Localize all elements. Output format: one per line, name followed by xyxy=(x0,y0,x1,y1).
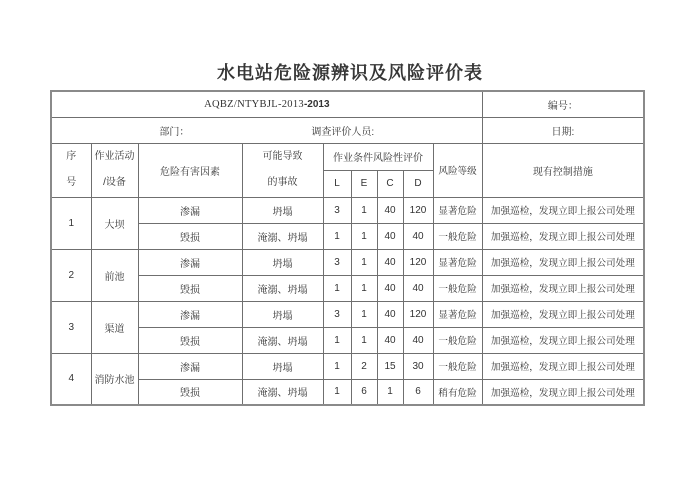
cell-risk: 显著危险 xyxy=(433,197,482,223)
cell-hazard: 渗漏 xyxy=(138,301,242,327)
cell-e: 1 xyxy=(351,327,377,353)
cell-c: 15 xyxy=(377,353,403,379)
col-accident xyxy=(242,143,323,197)
cell-e: 1 xyxy=(351,249,377,275)
cell-c: 40 xyxy=(377,301,403,327)
cell-hazard: 毁损 xyxy=(138,327,242,353)
table-row xyxy=(51,197,644,223)
cell-c: 40 xyxy=(377,197,403,223)
cell-measure: 加强巡检，发现立即上报公司处理 xyxy=(482,249,644,275)
col-activity-line2: /设备 xyxy=(103,177,126,188)
cell-risk: 显著危险 xyxy=(433,301,482,327)
cell-activity: 前池 xyxy=(91,249,138,301)
number-cell xyxy=(482,91,644,117)
col-e: E xyxy=(351,170,377,197)
cell-c: 40 xyxy=(377,327,403,353)
cell-d: 6 xyxy=(403,379,433,405)
col-d: D xyxy=(403,170,433,197)
cell-risk: 一般危险 xyxy=(433,353,482,379)
info-row-2 xyxy=(51,117,644,143)
cell-l: 3 xyxy=(323,249,351,275)
cell-measure: 加强巡检，发现立即上报公司处理 xyxy=(482,379,644,405)
cell-accident: 坍塌 xyxy=(242,301,323,327)
cell-seq: 1 xyxy=(51,197,91,249)
col-accident-line1: 可能导致 xyxy=(262,151,303,162)
cell-accident: 坍塌 xyxy=(242,197,323,223)
cell-risk: 一般危险 xyxy=(433,327,482,353)
cell-d: 40 xyxy=(403,327,433,353)
cell-l: 1 xyxy=(323,223,351,249)
table-row xyxy=(51,353,644,379)
cell-d: 120 xyxy=(403,197,433,223)
cell-measure: 加强巡检，发现立即上报公司处理 xyxy=(482,301,644,327)
cell-c: 40 xyxy=(377,249,403,275)
number-label: 编号： xyxy=(547,100,578,112)
cell-hazard: 毁损 xyxy=(138,379,242,405)
cell-d: 30 xyxy=(403,353,433,379)
cell-risk: 一般危险 xyxy=(433,223,482,249)
table-row xyxy=(51,327,644,353)
table-row xyxy=(51,275,644,301)
cell-measure: 加强巡检，发现立即上报公司处理 xyxy=(482,275,644,301)
cell-measure: 加强巡检，发现立即上报公司处理 xyxy=(482,197,644,223)
table-row xyxy=(51,301,644,327)
cell-l: 1 xyxy=(323,379,351,405)
info-row-1 xyxy=(51,91,644,117)
cell-d: 40 xyxy=(403,275,433,301)
table-row xyxy=(51,379,644,405)
cell-accident: 淹溺、坍塌 xyxy=(242,223,323,249)
col-c: C xyxy=(377,170,403,197)
cell-activity: 大坝 xyxy=(91,197,138,249)
cell-e: 1 xyxy=(351,301,377,327)
cell-measure: 加强巡检，发现立即上报公司处理 xyxy=(482,353,644,379)
cell-risk: 一般危险 xyxy=(433,275,482,301)
col-seq xyxy=(51,143,91,197)
cell-d: 120 xyxy=(403,301,433,327)
cell-e: 1 xyxy=(351,223,377,249)
col-lecd-group: 作业条件风险性评价 xyxy=(323,143,433,170)
table-row xyxy=(51,223,644,249)
cell-l: 3 xyxy=(323,301,351,327)
cell-activity: 消防水池 xyxy=(91,353,138,405)
col-activity xyxy=(91,143,138,197)
cell-l: 1 xyxy=(323,275,351,301)
cell-c: 40 xyxy=(377,223,403,249)
cell-c: 1 xyxy=(377,379,403,405)
page-title: 水电站危险源辨识及风险评价表 xyxy=(217,63,483,83)
cell-accident: 坍塌 xyxy=(242,249,323,275)
col-seq-line1: 序 xyxy=(66,151,77,162)
cell-l: 1 xyxy=(323,327,351,353)
col-l: L xyxy=(323,170,351,197)
date-label: 日期: xyxy=(551,126,575,138)
cell-hazard: 渗漏 xyxy=(138,249,242,275)
surveyor-label: 调查评价人员: xyxy=(311,126,375,138)
cell-risk: 显著危险 xyxy=(433,249,482,275)
doc-code-cell xyxy=(51,91,482,117)
cell-hazard: 毁损 xyxy=(138,223,242,249)
col-seq-line2: 号 xyxy=(66,177,77,188)
col-risk: 风险等级 xyxy=(433,143,482,197)
doc-code: AQBZ/NTYBJL-2013 xyxy=(204,98,304,110)
header-row-1 xyxy=(51,143,644,170)
cell-activity: 渠道 xyxy=(91,301,138,353)
cell-accident: 淹溺、坍塌 xyxy=(242,327,323,353)
col-hazard: 危险有害因素 xyxy=(138,143,242,197)
cell-e: 1 xyxy=(351,275,377,301)
dept-surveyor-cell xyxy=(51,117,482,143)
cell-l: 3 xyxy=(323,197,351,223)
table-row xyxy=(51,249,644,275)
cell-seq: 2 xyxy=(51,249,91,301)
cell-hazard: 渗漏 xyxy=(138,197,242,223)
cell-measure: 加强巡检，发现立即上报公司处理 xyxy=(482,223,644,249)
col-measures: 现有控制措施 xyxy=(482,143,644,197)
cell-hazard: 毁损 xyxy=(138,275,242,301)
cell-d: 120 xyxy=(403,249,433,275)
date-cell xyxy=(482,117,644,143)
col-accident-line2: 的事故 xyxy=(267,177,298,188)
cell-measure: 加强巡检，发现立即上报公司处理 xyxy=(482,327,644,353)
col-activity-line1: 作业活动 xyxy=(94,151,135,162)
risk-assessment-table xyxy=(50,90,645,406)
cell-c: 40 xyxy=(377,275,403,301)
cell-d: 40 xyxy=(403,223,433,249)
cell-accident: 淹溺、坍塌 xyxy=(242,275,323,301)
cell-l: 1 xyxy=(323,353,351,379)
cell-e: 2 xyxy=(351,353,377,379)
doc-code-suffix: -2013 xyxy=(303,98,330,110)
cell-e: 1 xyxy=(351,197,377,223)
dept-label: 部门： xyxy=(159,126,190,138)
cell-seq: 4 xyxy=(51,353,91,405)
cell-accident: 淹溺、坍塌 xyxy=(242,379,323,405)
cell-risk: 稍有危险 xyxy=(433,379,482,405)
cell-hazard: 渗漏 xyxy=(138,353,242,379)
cell-seq: 3 xyxy=(51,301,91,353)
cell-e: 6 xyxy=(351,379,377,405)
cell-accident: 坍塌 xyxy=(242,353,323,379)
